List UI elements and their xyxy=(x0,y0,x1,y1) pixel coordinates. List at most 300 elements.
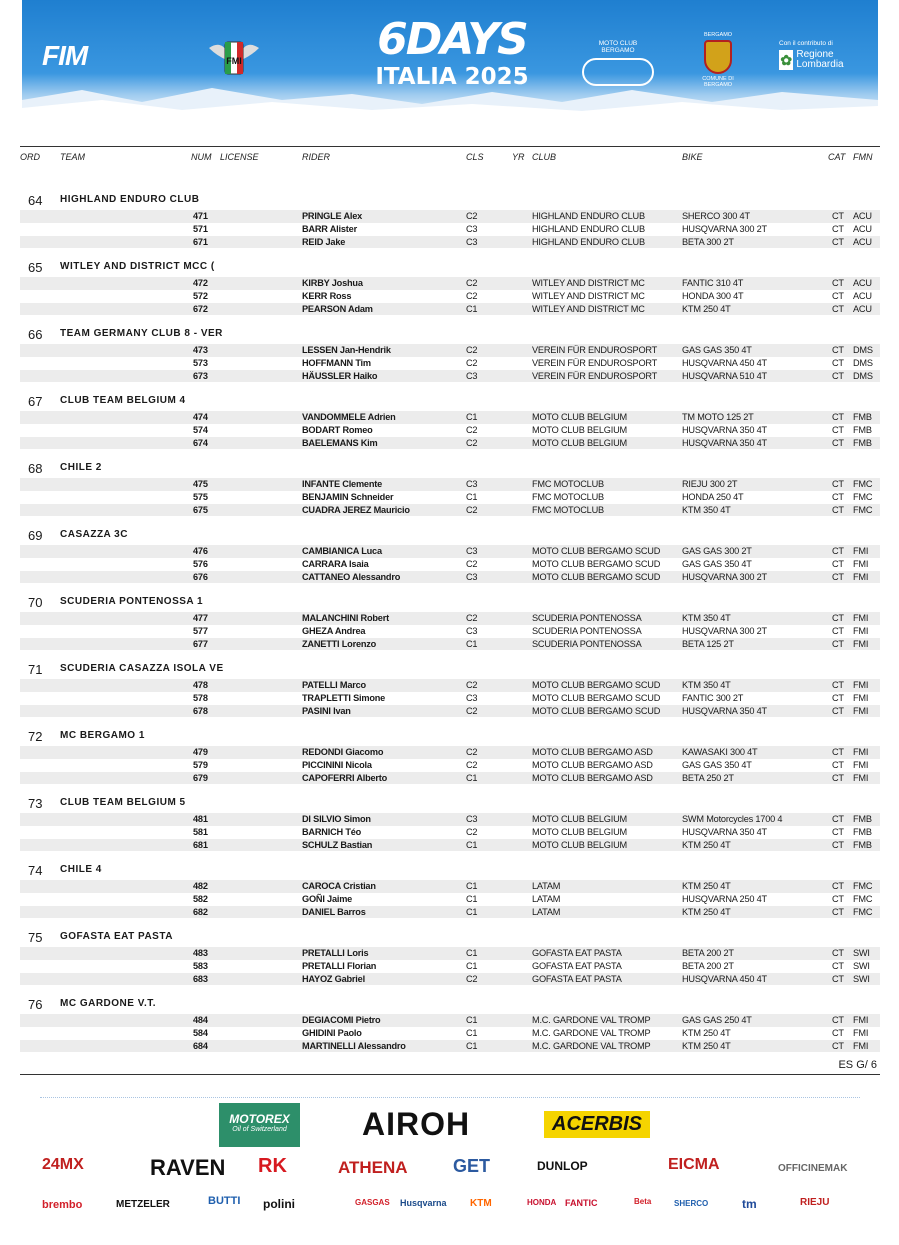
team-ord: 64 xyxy=(28,193,43,208)
rider-cls: C2 xyxy=(466,558,478,569)
rider-fmn: FMI xyxy=(853,692,869,703)
rider-fmn: DMS xyxy=(853,370,873,381)
rider-row xyxy=(20,504,880,517)
team-header xyxy=(20,324,880,344)
rider-num: 683 xyxy=(193,973,208,984)
rider-fmn: SWI xyxy=(853,948,870,958)
rider-rider: CUADRA JEREZ Mauricio xyxy=(302,504,410,515)
rider-rider: GHIDINI Paolo xyxy=(302,1027,362,1038)
rider-rider: PASINI Ivan xyxy=(302,705,351,716)
rider-club: SCUDERIA PONTENOSSA xyxy=(532,638,642,649)
rider-club: GOFASTA EAT PASTA xyxy=(532,973,622,984)
team-group xyxy=(20,257,880,324)
rider-row xyxy=(20,625,880,638)
team-ord: 74 xyxy=(28,863,43,878)
rider-num: 584 xyxy=(193,1027,208,1038)
moto-club-bergamo-logo xyxy=(582,40,654,86)
fmi-logo xyxy=(207,36,261,80)
rider-row xyxy=(20,759,880,772)
rider-cls: C1 xyxy=(466,906,478,917)
sponsor-logo: ATHENA xyxy=(338,1158,408,1177)
rider-cat: CT xyxy=(832,345,844,355)
rider-club: MOTO CLUB BERGAMO ASD xyxy=(532,772,653,783)
rider-cls: C2 xyxy=(466,357,478,368)
rider-fmn: FMI xyxy=(853,546,869,556)
rider-bike: BETA 200 2T xyxy=(682,960,734,971)
rider-cls: C1 xyxy=(466,960,478,971)
rider-cls: C1 xyxy=(466,303,478,314)
rider-bike: BETA 125 2T xyxy=(682,638,734,649)
rider-row xyxy=(20,973,880,986)
rider-club: FMC MOTOCLUB xyxy=(532,504,604,515)
team-header xyxy=(20,726,880,746)
rider-bike: BETA 200 2T xyxy=(682,948,734,958)
fim-logo: FIM xyxy=(42,40,88,71)
comune-crest-logo xyxy=(694,32,742,88)
rider-rider: CAPOFERRI Alberto xyxy=(302,772,388,783)
rider-fmn: SWI xyxy=(853,960,870,971)
rider-bike: KTM 350 4T xyxy=(682,613,731,623)
rider-fmn: FMC xyxy=(853,906,873,917)
team-header xyxy=(20,659,880,679)
rider-club: MOTO CLUB BERGAMO SCUD xyxy=(532,546,661,556)
rider-num: 674 xyxy=(193,437,208,448)
rider-cat: CT xyxy=(832,973,844,984)
event-title: 6DAYS xyxy=(377,14,527,65)
rider-club: MOTO CLUB BELGIUM xyxy=(532,424,627,435)
sponsor-logo: GASGAS xyxy=(355,1198,390,1207)
airoh-logo: AIROH xyxy=(362,1106,471,1142)
team-name: CHILE 4 xyxy=(60,864,102,875)
sponsor-logo: 24MX xyxy=(42,1156,84,1173)
rider-bike: BETA 250 2T xyxy=(682,772,734,783)
fmi-label: FMI xyxy=(226,56,242,66)
rider-fmn: ACU xyxy=(853,303,872,314)
team-header xyxy=(20,190,880,210)
rider-num: 482 xyxy=(193,881,208,891)
rider-row xyxy=(20,692,880,705)
team-ord: 65 xyxy=(28,260,43,275)
rider-bike: KTM 250 4T xyxy=(682,906,731,917)
rider-cls: C1 xyxy=(466,491,478,502)
rider-fmn: ACU xyxy=(853,211,872,221)
acerbis-logo: ACERBIS xyxy=(544,1111,650,1138)
rider-cls: C2 xyxy=(466,973,478,984)
rider-fmn: FMB xyxy=(853,437,872,448)
rider-rider: REID Jake xyxy=(302,236,346,247)
col-ord: ORD xyxy=(20,152,40,162)
team-group xyxy=(20,324,880,391)
rider-bike: FANTIC 300 2T xyxy=(682,692,744,703)
rider-fmn: ACU xyxy=(853,223,872,234)
rider-fmn: FMI xyxy=(853,571,869,582)
rider-bike: KTM 350 4T xyxy=(682,504,731,515)
rider-num: 673 xyxy=(193,370,208,381)
rider-bike: HUSQVARNA 350 4T xyxy=(682,826,767,837)
rider-club: FMC MOTOCLUB xyxy=(532,491,604,502)
rider-cat: CT xyxy=(832,236,844,247)
rider-rider: REDONDI Giacomo xyxy=(302,747,384,757)
rider-row xyxy=(20,813,880,826)
rider-num: 572 xyxy=(193,290,208,301)
rider-club: VEREIN FÜR ENDUROSPORT xyxy=(532,357,658,368)
col-cat: CAT xyxy=(828,152,846,162)
team-group xyxy=(20,525,880,592)
rider-cls: C2 xyxy=(466,705,478,716)
rider-club: MOTO CLUB BELGIUM xyxy=(532,437,627,448)
rider-row xyxy=(20,679,880,692)
rider-fmn: FMB xyxy=(853,424,872,435)
rider-rider: BODART Romeo xyxy=(302,424,373,435)
rider-fmn: FMI xyxy=(853,680,869,690)
rider-fmn: FMB xyxy=(853,826,872,837)
rider-num: 574 xyxy=(193,424,208,435)
team-ord: 75 xyxy=(28,930,43,945)
rider-fmn: FMI xyxy=(853,1015,869,1025)
team-group xyxy=(20,793,880,860)
team-ord: 66 xyxy=(28,327,43,342)
sponsor-logo: DUNLOP xyxy=(537,1159,588,1173)
rider-cls: C2 xyxy=(466,345,478,355)
rider-rider: DI SILVIO Simon xyxy=(302,814,371,824)
rider-rider: GHEZA Andrea xyxy=(302,625,366,636)
rider-row xyxy=(20,612,880,625)
team-group xyxy=(20,994,880,1061)
region-label: Regione Lombardia xyxy=(796,49,844,70)
rider-num: 475 xyxy=(193,479,208,489)
rider-fmn: FMB xyxy=(853,412,872,422)
moto-club-label: MOTO CLUB BERGAMO xyxy=(598,40,638,54)
rider-cat: CT xyxy=(832,772,844,783)
rider-club: WITLEY AND DISTRICT MC xyxy=(532,278,645,288)
rider-row xyxy=(20,357,880,370)
rider-club: HIGHLAND ENDURO CLUB xyxy=(532,236,645,247)
team-name: CLUB TEAM BELGIUM 5 xyxy=(60,797,186,808)
rider-cls: C2 xyxy=(466,747,478,757)
rider-cat: CT xyxy=(832,638,844,649)
team-header xyxy=(20,525,880,545)
team-name: HIGHLAND ENDURO CLUB xyxy=(60,194,200,205)
col-team: TEAM xyxy=(60,152,86,162)
rider-cls: C1 xyxy=(466,1040,478,1051)
rider-cls: C2 xyxy=(466,504,478,515)
rider-row xyxy=(20,236,880,249)
rider-row xyxy=(20,558,880,571)
rider-rider: HÄUSSLER Haiko xyxy=(302,370,378,381)
rider-cat: CT xyxy=(832,1040,844,1051)
team-group xyxy=(20,391,880,458)
team-header xyxy=(20,994,880,1014)
rider-cat: CT xyxy=(832,814,844,824)
rider-fmn: ACU xyxy=(853,290,872,301)
rider-row xyxy=(20,210,880,223)
rider-cat: CT xyxy=(832,437,844,448)
rider-cls: C3 xyxy=(466,479,478,489)
rider-cls: C2 xyxy=(466,211,478,221)
rider-bike: GAS GAS 350 4T xyxy=(682,345,752,355)
rider-cat: CT xyxy=(832,625,844,636)
rider-cat: CT xyxy=(832,948,844,958)
rider-rider: KERR Ross xyxy=(302,290,352,301)
team-header xyxy=(20,458,880,478)
rider-num: 479 xyxy=(193,747,208,757)
rider-cls: C1 xyxy=(466,772,478,783)
rider-club: VEREIN FÜR ENDUROSPORT xyxy=(532,370,658,381)
rider-club: M.C. GARDONE VAL TROMP xyxy=(532,1015,651,1025)
rider-bike: HUSQVARNA 350 4T xyxy=(682,705,767,716)
rider-bike: HUSQVARNA 300 2T xyxy=(682,571,767,582)
header-banner xyxy=(22,0,878,118)
rider-cls: C1 xyxy=(466,1027,478,1038)
rider-cls: C1 xyxy=(466,412,478,422)
rider-rider: BENJAMIN Schneider xyxy=(302,491,394,502)
rider-cls: C1 xyxy=(466,638,478,649)
sponsor-logo: brembo xyxy=(42,1199,83,1211)
sponsor-logo: polini xyxy=(263,1197,295,1211)
rider-cls: C2 xyxy=(466,424,478,435)
rider-fmn: FMB xyxy=(853,814,872,824)
rider-rider: CAROCA Cristian xyxy=(302,881,376,891)
team-header xyxy=(20,391,880,411)
rider-bike: HUSQVARNA 450 4T xyxy=(682,357,767,368)
team-header xyxy=(20,927,880,947)
rider-cat: CT xyxy=(832,1027,844,1038)
rider-row xyxy=(20,772,880,785)
team-ord: 70 xyxy=(28,595,43,610)
rider-club: M.C. GARDONE VAL TROMP xyxy=(532,1040,651,1051)
col-bike: BIKE xyxy=(682,152,703,162)
rider-fmn: FMB xyxy=(853,839,872,850)
rider-row xyxy=(20,839,880,852)
rider-cat: CT xyxy=(832,223,844,234)
rider-rider: PRETALLI Florian xyxy=(302,960,377,971)
rider-num: 471 xyxy=(193,211,208,221)
rider-fmn: FMI xyxy=(853,1040,869,1051)
page-label: ES G/ 6 xyxy=(838,1059,877,1071)
rider-row xyxy=(20,826,880,839)
rider-cat: CT xyxy=(832,960,844,971)
rider-club: LATAM xyxy=(532,906,561,917)
rider-fmn: FMI xyxy=(853,772,869,783)
rider-rider: VANDOMMELE Adrien xyxy=(302,412,396,422)
motorex-logo xyxy=(219,1103,300,1147)
rider-num: 477 xyxy=(193,613,208,623)
rider-club: HIGHLAND ENDURO CLUB xyxy=(532,211,645,221)
team-header xyxy=(20,793,880,813)
rider-num: 676 xyxy=(193,571,208,582)
rider-row xyxy=(20,705,880,718)
rider-bike: GAS GAS 350 4T xyxy=(682,558,752,569)
team-name: CASAZZA 3C xyxy=(60,529,128,540)
rider-num: 575 xyxy=(193,491,208,502)
rider-bike: RIEJU 300 2T xyxy=(682,479,738,489)
rider-bike: SWM Motorcycles 1700 4 xyxy=(682,814,783,824)
rider-club: MOTO CLUB BERGAMO ASD xyxy=(532,759,653,770)
wing-icon xyxy=(582,58,654,86)
rider-num: 579 xyxy=(193,759,208,770)
rider-rider: DANIEL Barros xyxy=(302,906,366,917)
rider-num: 476 xyxy=(193,546,208,556)
team-ord: 76 xyxy=(28,997,43,1012)
rider-row xyxy=(20,960,880,973)
rider-cls: C2 xyxy=(466,826,478,837)
rider-fmn: DMS xyxy=(853,345,873,355)
rider-rider: PATELLI Marco xyxy=(302,680,366,690)
sponsor-logo: Beta xyxy=(634,1197,652,1206)
sponsor-logo: EICMA xyxy=(668,1156,720,1173)
rider-cls: C2 xyxy=(466,278,478,288)
rider-cls: C3 xyxy=(466,625,478,636)
rider-row xyxy=(20,411,880,424)
rider-fmn: FMC xyxy=(853,881,873,891)
sponsor-logo: RAVEN xyxy=(150,1155,226,1180)
rider-bike: HUSQVARNA 300 2T xyxy=(682,625,767,636)
col-fmn: FMN xyxy=(853,152,873,162)
rider-club: MOTO CLUB BERGAMO SCUD xyxy=(532,558,661,569)
team-ord: 67 xyxy=(28,394,43,409)
rider-num: 581 xyxy=(193,826,208,837)
sponsor-logo: RIEJU xyxy=(800,1197,830,1208)
rider-club: LATAM xyxy=(532,881,561,891)
rider-rider: HOFFMANN Tim xyxy=(302,357,371,368)
team-name: SCUDERIA PONTENOSSA 1 xyxy=(60,596,204,607)
team-name: MC GARDONE V.T. xyxy=(60,998,157,1009)
rider-club: WITLEY AND DISTRICT MC xyxy=(532,303,645,314)
rider-bike: KTM 250 4T xyxy=(682,1027,731,1038)
sponsor-logo: KTM xyxy=(470,1198,492,1209)
col-yr: YR xyxy=(512,152,525,162)
rider-club: GOFASTA EAT PASTA xyxy=(532,960,622,971)
rider-fmn: FMC xyxy=(853,491,873,502)
sponsor-logo: OFFICINEMAK xyxy=(778,1163,848,1174)
team-name: MC BERGAMO 1 xyxy=(60,730,145,741)
rider-rider: CAMBIANICA Luca xyxy=(302,546,382,556)
sponsor-logo: FANTIC xyxy=(565,1198,598,1208)
team-name: SCUDERIA CASAZZA ISOLA VE xyxy=(60,663,224,674)
rider-bike: HONDA 250 4T xyxy=(682,491,744,502)
team-name: CLUB TEAM BELGIUM 4 xyxy=(60,395,186,406)
rider-club: WITLEY AND DISTRICT MC xyxy=(532,290,645,301)
rider-cls: C3 xyxy=(466,571,478,582)
rider-cls: C2 xyxy=(466,290,478,301)
rider-bike: SHERCO 300 4T xyxy=(682,211,750,221)
rider-bike: HUSQVARNA 250 4T xyxy=(682,893,767,904)
team-header xyxy=(20,860,880,880)
rider-cat: CT xyxy=(832,759,844,770)
rider-row xyxy=(20,893,880,906)
rider-cat: CT xyxy=(832,906,844,917)
team-ord: 69 xyxy=(28,528,43,543)
rider-bike: GAS GAS 350 4T xyxy=(682,759,752,770)
rider-num: 573 xyxy=(193,357,208,368)
rider-row xyxy=(20,491,880,504)
rider-num: 677 xyxy=(193,638,208,649)
rider-cls: C2 xyxy=(466,613,478,623)
rider-bike: HUSQVARNA 300 2T xyxy=(682,223,767,234)
rider-num: 571 xyxy=(193,223,208,234)
rider-row xyxy=(20,424,880,437)
rider-cat: CT xyxy=(832,881,844,891)
rider-fmn: FMC xyxy=(853,504,873,515)
rider-cat: CT xyxy=(832,705,844,716)
rider-club: MOTO CLUB BERGAMO SCUD xyxy=(532,571,661,582)
rider-fmn: FMI xyxy=(853,638,869,649)
rider-bike: FANTIC 310 4T xyxy=(682,278,744,288)
sponsor-logo: HONDA xyxy=(527,1198,557,1207)
rider-bike: KTM 250 4T xyxy=(682,839,731,850)
rider-row xyxy=(20,545,880,558)
contrib-label: Con il contributo di xyxy=(779,40,833,47)
regione-lombardia-logo xyxy=(779,40,859,70)
rider-club: MOTO CLUB BELGIUM xyxy=(532,826,627,837)
rider-bike: KTM 250 4T xyxy=(682,881,731,891)
sponsor-logo: METZELER xyxy=(116,1199,170,1210)
rider-fmn: FMI xyxy=(853,625,869,636)
rider-num: 478 xyxy=(193,680,208,690)
rider-num: 578 xyxy=(193,692,208,703)
team-list xyxy=(20,190,880,1061)
rider-club: MOTO CLUB BERGAMO SCUD xyxy=(532,692,661,703)
team-name: WITLEY AND DISTRICT MCC ( xyxy=(60,261,215,272)
rider-fmn: FMI xyxy=(853,613,869,623)
rider-cat: CT xyxy=(832,680,844,690)
rider-rider: PRINGLE Alex xyxy=(302,211,363,221)
motorex-sub: Oil of Switzerland xyxy=(232,1126,287,1133)
rider-bike: KAWASAKI 300 4T xyxy=(682,747,758,757)
rider-cat: CT xyxy=(832,357,844,368)
col-rider: RIDER xyxy=(302,152,331,162)
rider-rider: PEARSON Adam xyxy=(302,303,373,314)
rider-club: VEREIN FÜR ENDUROSPORT xyxy=(532,345,658,355)
sponsor-logo: GET xyxy=(453,1156,491,1176)
team-name: TEAM GERMANY CLUB 8 - VER xyxy=(60,328,223,339)
rider-num: 582 xyxy=(193,893,208,904)
rider-club: GOFASTA EAT PASTA xyxy=(532,948,622,958)
rider-row xyxy=(20,638,880,651)
sponsor-logo: tm xyxy=(742,1197,757,1211)
rider-fmn: FMC xyxy=(853,479,873,489)
rider-rider: MARTINELLI Alessandro xyxy=(302,1040,406,1051)
team-ord: 71 xyxy=(28,662,43,677)
rider-cat: CT xyxy=(832,1015,844,1025)
rider-bike: KTM 250 4T xyxy=(682,303,731,314)
rider-cat: CT xyxy=(832,546,844,556)
rider-num: 682 xyxy=(193,906,208,917)
rider-row xyxy=(20,437,880,450)
rider-fmn: SWI xyxy=(853,973,870,984)
rider-club: MOTO CLUB BERGAMO SCUD xyxy=(532,705,661,716)
rider-cls: C3 xyxy=(466,814,478,824)
rider-rider: BARR Alister xyxy=(302,223,357,234)
rider-fmn: FMI xyxy=(853,1027,869,1038)
rider-club: LATAM xyxy=(532,893,561,904)
rider-bike: HUSQVARNA 510 4T xyxy=(682,370,767,381)
rider-fmn: FMI xyxy=(853,759,869,770)
rider-club: MOTO CLUB BELGIUM xyxy=(532,412,627,422)
rider-club: SCUDERIA PONTENOSSA xyxy=(532,625,642,636)
sponsor-logo: BUTTI xyxy=(208,1195,241,1207)
rider-cls: C1 xyxy=(466,1015,478,1025)
rider-fmn: FMI xyxy=(853,747,869,757)
rider-fmn: ACU xyxy=(853,278,872,288)
rider-club: SCUDERIA PONTENOSSA xyxy=(532,613,642,623)
rider-row xyxy=(20,290,880,303)
rider-cls: C2 xyxy=(466,680,478,690)
rider-row xyxy=(20,478,880,491)
sponsor-logo: Husqvarna xyxy=(400,1198,447,1208)
rider-club: MOTO CLUB BERGAMO SCUD xyxy=(532,680,661,690)
rider-row xyxy=(20,746,880,759)
